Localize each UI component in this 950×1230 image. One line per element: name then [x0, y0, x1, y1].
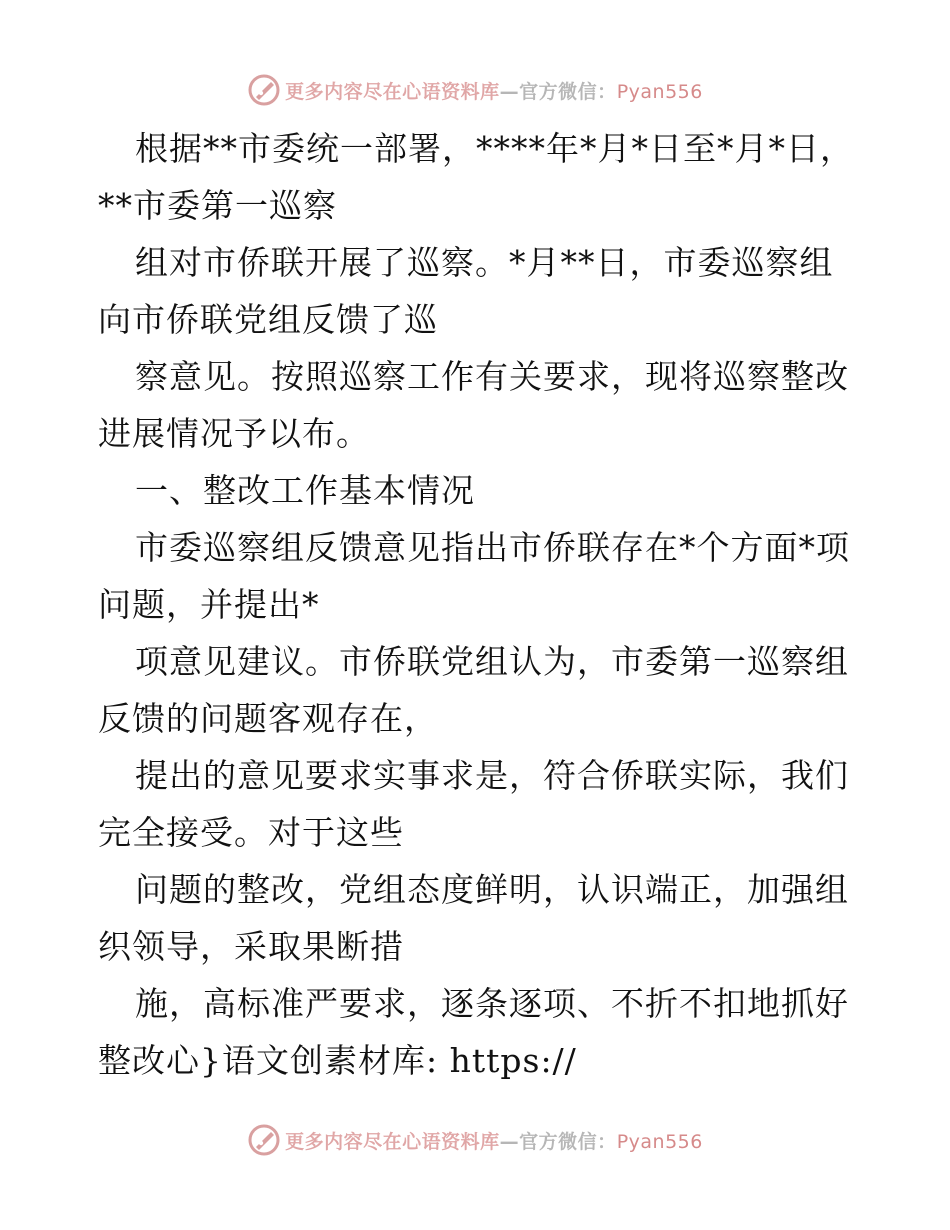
text-line: **市委第一巡察 [98, 186, 337, 225]
text-line: 完全接受。对于这些 [98, 813, 404, 852]
text-line: 提出的意见要求实事求是，符合侨联实际，我们 [135, 756, 849, 795]
text-line: 一、整改工作基本情况 [135, 471, 475, 510]
text-line: 织领导，采取果断措 [98, 927, 404, 966]
text-line: 市委巡察组反馈意见指出市侨联存在*个方面*项 [135, 528, 850, 567]
text-line: 问题，并提出* [98, 585, 320, 624]
text-line: 施，高标准严要求，逐条逐项、不折不扣地抓好 [135, 984, 849, 1023]
watermark-wechat-id: Pyan556 [616, 1130, 703, 1153]
watermark-site-text: 更多内容尽在心语资料库 [285, 80, 500, 103]
watermark-bottom [0, 1120, 950, 1160]
pen-logo-icon [247, 73, 281, 107]
watermark-wechat-id: Pyan556 [616, 80, 703, 103]
pen-logo-icon [247, 1123, 281, 1157]
text-line: 项意见建议。市侨联党组认为，市委第一巡察组 [135, 642, 849, 681]
text-line: 进展情况予以布。 [98, 414, 370, 453]
text-line: 反馈的问题客观存在， [98, 699, 438, 738]
text-line: 察意见。按照巡察工作有关要求，现将巡察整改 [135, 357, 849, 396]
text-line: 组对市侨联开展了巡察。*月**日，市委巡察组 [135, 243, 834, 282]
text-line: 整改心}语文创素材库: https:// [98, 1041, 577, 1080]
watermark-wechat-label: —官方微信： [499, 1130, 617, 1153]
text-line: 向市侨联党组反馈了巡 [98, 300, 438, 339]
document-body [98, 120, 858, 1089]
text-line: 根据**市委统一部署，****年*月*日至*月*日， [135, 129, 854, 168]
watermark-top [0, 70, 950, 110]
watermark-wechat-label: —官方微信： [499, 80, 617, 103]
text-line: 问题的整改，党组态度鲜明，认识端正，加强组 [135, 870, 849, 909]
watermark-site-text: 更多内容尽在心语资料库 [285, 1130, 500, 1153]
